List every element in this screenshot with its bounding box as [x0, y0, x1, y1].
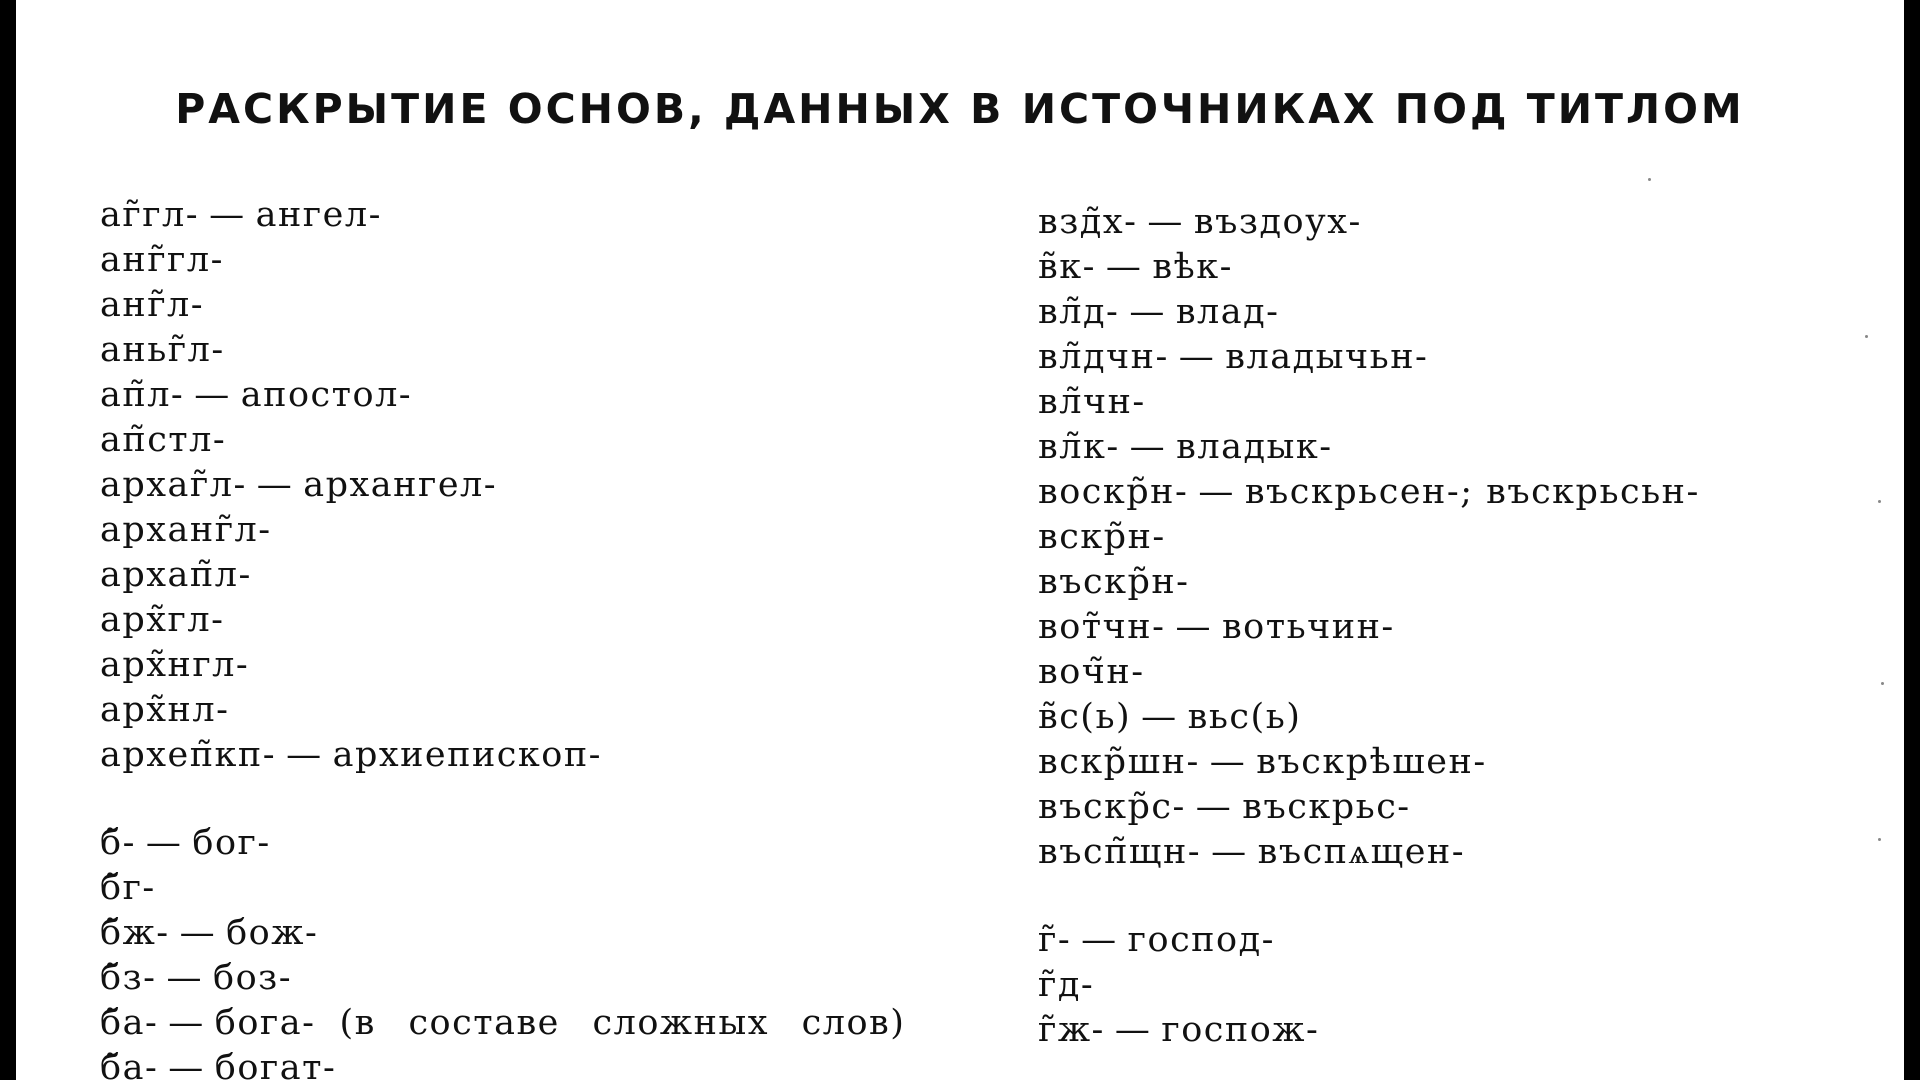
abbreviated-stem: г̃д- [1038, 965, 1095, 1005]
em-dash: — [1129, 427, 1167, 467]
expanded-stem: архиепископ- [332, 735, 603, 775]
abbreviated-stem: б̃а- [100, 1003, 159, 1043]
speck [1648, 178, 1651, 181]
expanded-stem: въздоух- [1193, 202, 1362, 242]
abbreviation-entry [1038, 245, 1700, 290]
expanded-stem: бож- [226, 913, 319, 953]
abbreviated-stem: аньг̃л- [100, 330, 225, 370]
em-dash: — [179, 913, 217, 953]
abbreviation-entry [1038, 830, 1700, 875]
abbreviation-entry [100, 1046, 905, 1080]
expanded-stem: владычьн- [1225, 337, 1429, 377]
em-dash: — [256, 465, 294, 505]
speck [1878, 500, 1881, 503]
expanded-stem: вьс(ь) [1187, 697, 1302, 737]
expanded-stem: богат- [214, 1048, 337, 1080]
abbreviation-entry [1038, 650, 1700, 695]
em-dash: — [166, 958, 203, 998]
abbreviated-stem: въскр̃с- [1038, 787, 1186, 827]
expanded-stem: архангел- [303, 465, 498, 505]
abbreviated-stem: арх̃нл- [100, 690, 230, 730]
abbreviation-entry [100, 418, 905, 463]
em-dash: — [1209, 742, 1247, 782]
em-dash: — [1114, 1010, 1152, 1050]
em-dash: — [194, 375, 231, 415]
expanded-stem: владык- [1176, 427, 1333, 467]
abbreviation-entry [1038, 785, 1700, 830]
abbreviated-stem: арханг̃л- [100, 510, 272, 550]
abbreviated-stem: б̃а- [100, 1048, 159, 1080]
abbreviation-entry [1038, 425, 1700, 470]
abbreviated-stem: взд̃х- [1038, 202, 1138, 242]
abbreviation-entry [1038, 200, 1700, 245]
section-gap [1038, 875, 1700, 918]
expanded-stem: въскрѣшен- [1256, 742, 1487, 782]
abbreviation-entry [100, 733, 905, 778]
em-dash: — [1198, 472, 1235, 512]
em-dash: — [1081, 920, 1118, 960]
em-dash: — [168, 1003, 205, 1043]
expanded-stem: господ- [1127, 920, 1275, 960]
abbreviated-stem: анг̃л- [100, 285, 205, 325]
abbreviation-entry [100, 866, 905, 911]
em-dash: — [209, 195, 246, 235]
abbreviation-entry [1038, 515, 1700, 560]
abbreviated-stem: въсп̃щн- [1038, 832, 1202, 872]
expanded-stem: бог- [192, 823, 271, 863]
abbreviated-stem: вл̃к- [1038, 427, 1120, 467]
abbreviation-entry [100, 598, 905, 643]
abbreviated-stem: вскр̃шн- [1038, 742, 1200, 782]
abbreviated-stem: арх̃нгл- [100, 645, 250, 685]
abbreviated-stem: вл̃д- [1038, 292, 1120, 332]
abbreviated-stem: архаг̃л- [100, 465, 247, 505]
abbreviation-entry [1038, 290, 1700, 335]
abbreviated-stem: аг̃гл- [100, 195, 200, 235]
abbreviated-stem: в̃с(ь) [1038, 697, 1132, 737]
em-dash: — [168, 1048, 205, 1080]
abbreviation-entry [100, 643, 905, 688]
em-dash: — [1178, 337, 1216, 377]
abbreviation-entry [100, 956, 905, 1001]
abbreviated-stem: архап̃л- [100, 555, 252, 595]
abbreviated-stem: б̃г- [100, 868, 156, 908]
expanded-stem: ангел- [255, 195, 382, 235]
expanded-stem: боз- [213, 958, 293, 998]
document-page [16, 0, 1904, 1080]
abbreviation-entry [100, 1001, 905, 1046]
abbreviated-stem: вот̃чн- [1038, 607, 1166, 647]
abbreviation-entry [100, 328, 905, 373]
expanded-stem: бога- [214, 1003, 316, 1043]
abbreviation-entry [100, 553, 905, 598]
abbreviated-stem: арх̃гл- [100, 600, 225, 640]
em-dash: — [1105, 247, 1143, 287]
speck [1865, 335, 1868, 338]
expanded-stem: въскрьс- [1242, 787, 1411, 827]
abbreviation-entry [100, 508, 905, 553]
abbreviation-entry [100, 373, 905, 418]
abbreviation-entry [100, 911, 905, 956]
abbreviation-entry [1038, 560, 1700, 605]
abbreviated-stem: анг̃гл- [100, 240, 224, 280]
abbreviation-entry [1038, 963, 1700, 1008]
speck [1878, 838, 1881, 841]
abbreviated-stem: б̃- [100, 823, 136, 863]
abbreviated-stem: г̃ж- [1038, 1010, 1105, 1050]
abbreviated-stem: ап̃л- [100, 375, 185, 415]
expanded-stem: въскрьсен-; въскрьсьн- [1244, 472, 1700, 512]
abbreviation-entry [1038, 918, 1700, 963]
abbreviation-entry [1038, 470, 1700, 515]
em-dash: — [1175, 607, 1212, 647]
abbreviation-entry [1038, 740, 1700, 785]
em-dash: — [286, 735, 323, 775]
expanded-stem: вотьчин- [1221, 607, 1395, 647]
em-dash: — [1147, 202, 1184, 242]
abbreviated-stem: вл̃дчн- [1038, 337, 1169, 377]
abbreviation-entry [1038, 695, 1700, 740]
abbreviation-entry [100, 688, 905, 733]
abbreviated-stem: б̃з- [100, 958, 157, 998]
page-title: РАСКРЫТИЕ ОСНОВ, ДАННЫХ В ИСТОЧНИКАХ ПОД ТИТЛОМ [175, 85, 1745, 133]
abbreviation-entry [1038, 605, 1700, 650]
abbreviation-entry [1038, 380, 1700, 425]
em-dash: — [1141, 697, 1178, 737]
abbreviated-stem: г̃- [1038, 920, 1072, 960]
expanded-stem: вѣк- [1152, 247, 1233, 287]
abbreviated-stem: в̃к- [1038, 247, 1096, 287]
abbreviated-stem: археп̃кп- [100, 735, 277, 775]
section-gap [100, 778, 905, 821]
expanded-stem: влад- [1175, 292, 1280, 332]
expanded-stem: въспѧщен- [1257, 832, 1466, 872]
abbreviation-entry [1038, 335, 1700, 380]
right-column [1038, 200, 1700, 1053]
abbreviated-stem: въскр̃н- [1038, 562, 1190, 602]
abbreviated-stem: б̃ж- [100, 913, 170, 953]
abbreviated-stem: воскр̃н- [1038, 472, 1189, 512]
em-dash: — [1195, 787, 1233, 827]
expanded-stem: госпож- [1161, 1010, 1320, 1050]
usage-note: (в составе сложных слов) [339, 1003, 906, 1043]
abbreviation-entry [100, 238, 905, 283]
left-column [100, 193, 905, 1080]
abbreviated-stem: вскр̃н- [1038, 517, 1166, 557]
abbreviation-entry [100, 821, 905, 866]
abbreviation-entry [100, 193, 905, 238]
abbreviation-entry [100, 463, 905, 508]
abbreviated-stem: ап̃стл- [100, 420, 227, 460]
em-dash: — [1129, 292, 1166, 332]
em-dash: — [1211, 832, 1248, 872]
abbreviated-stem: вл̃чн- [1038, 382, 1146, 422]
em-dash: — [145, 823, 183, 863]
expanded-stem: апостол- [240, 375, 413, 415]
speck [1881, 682, 1884, 685]
abbreviated-stem: воч̃н- [1038, 652, 1145, 692]
abbreviation-entry [100, 283, 905, 328]
abbreviation-entry [1038, 1008, 1700, 1053]
